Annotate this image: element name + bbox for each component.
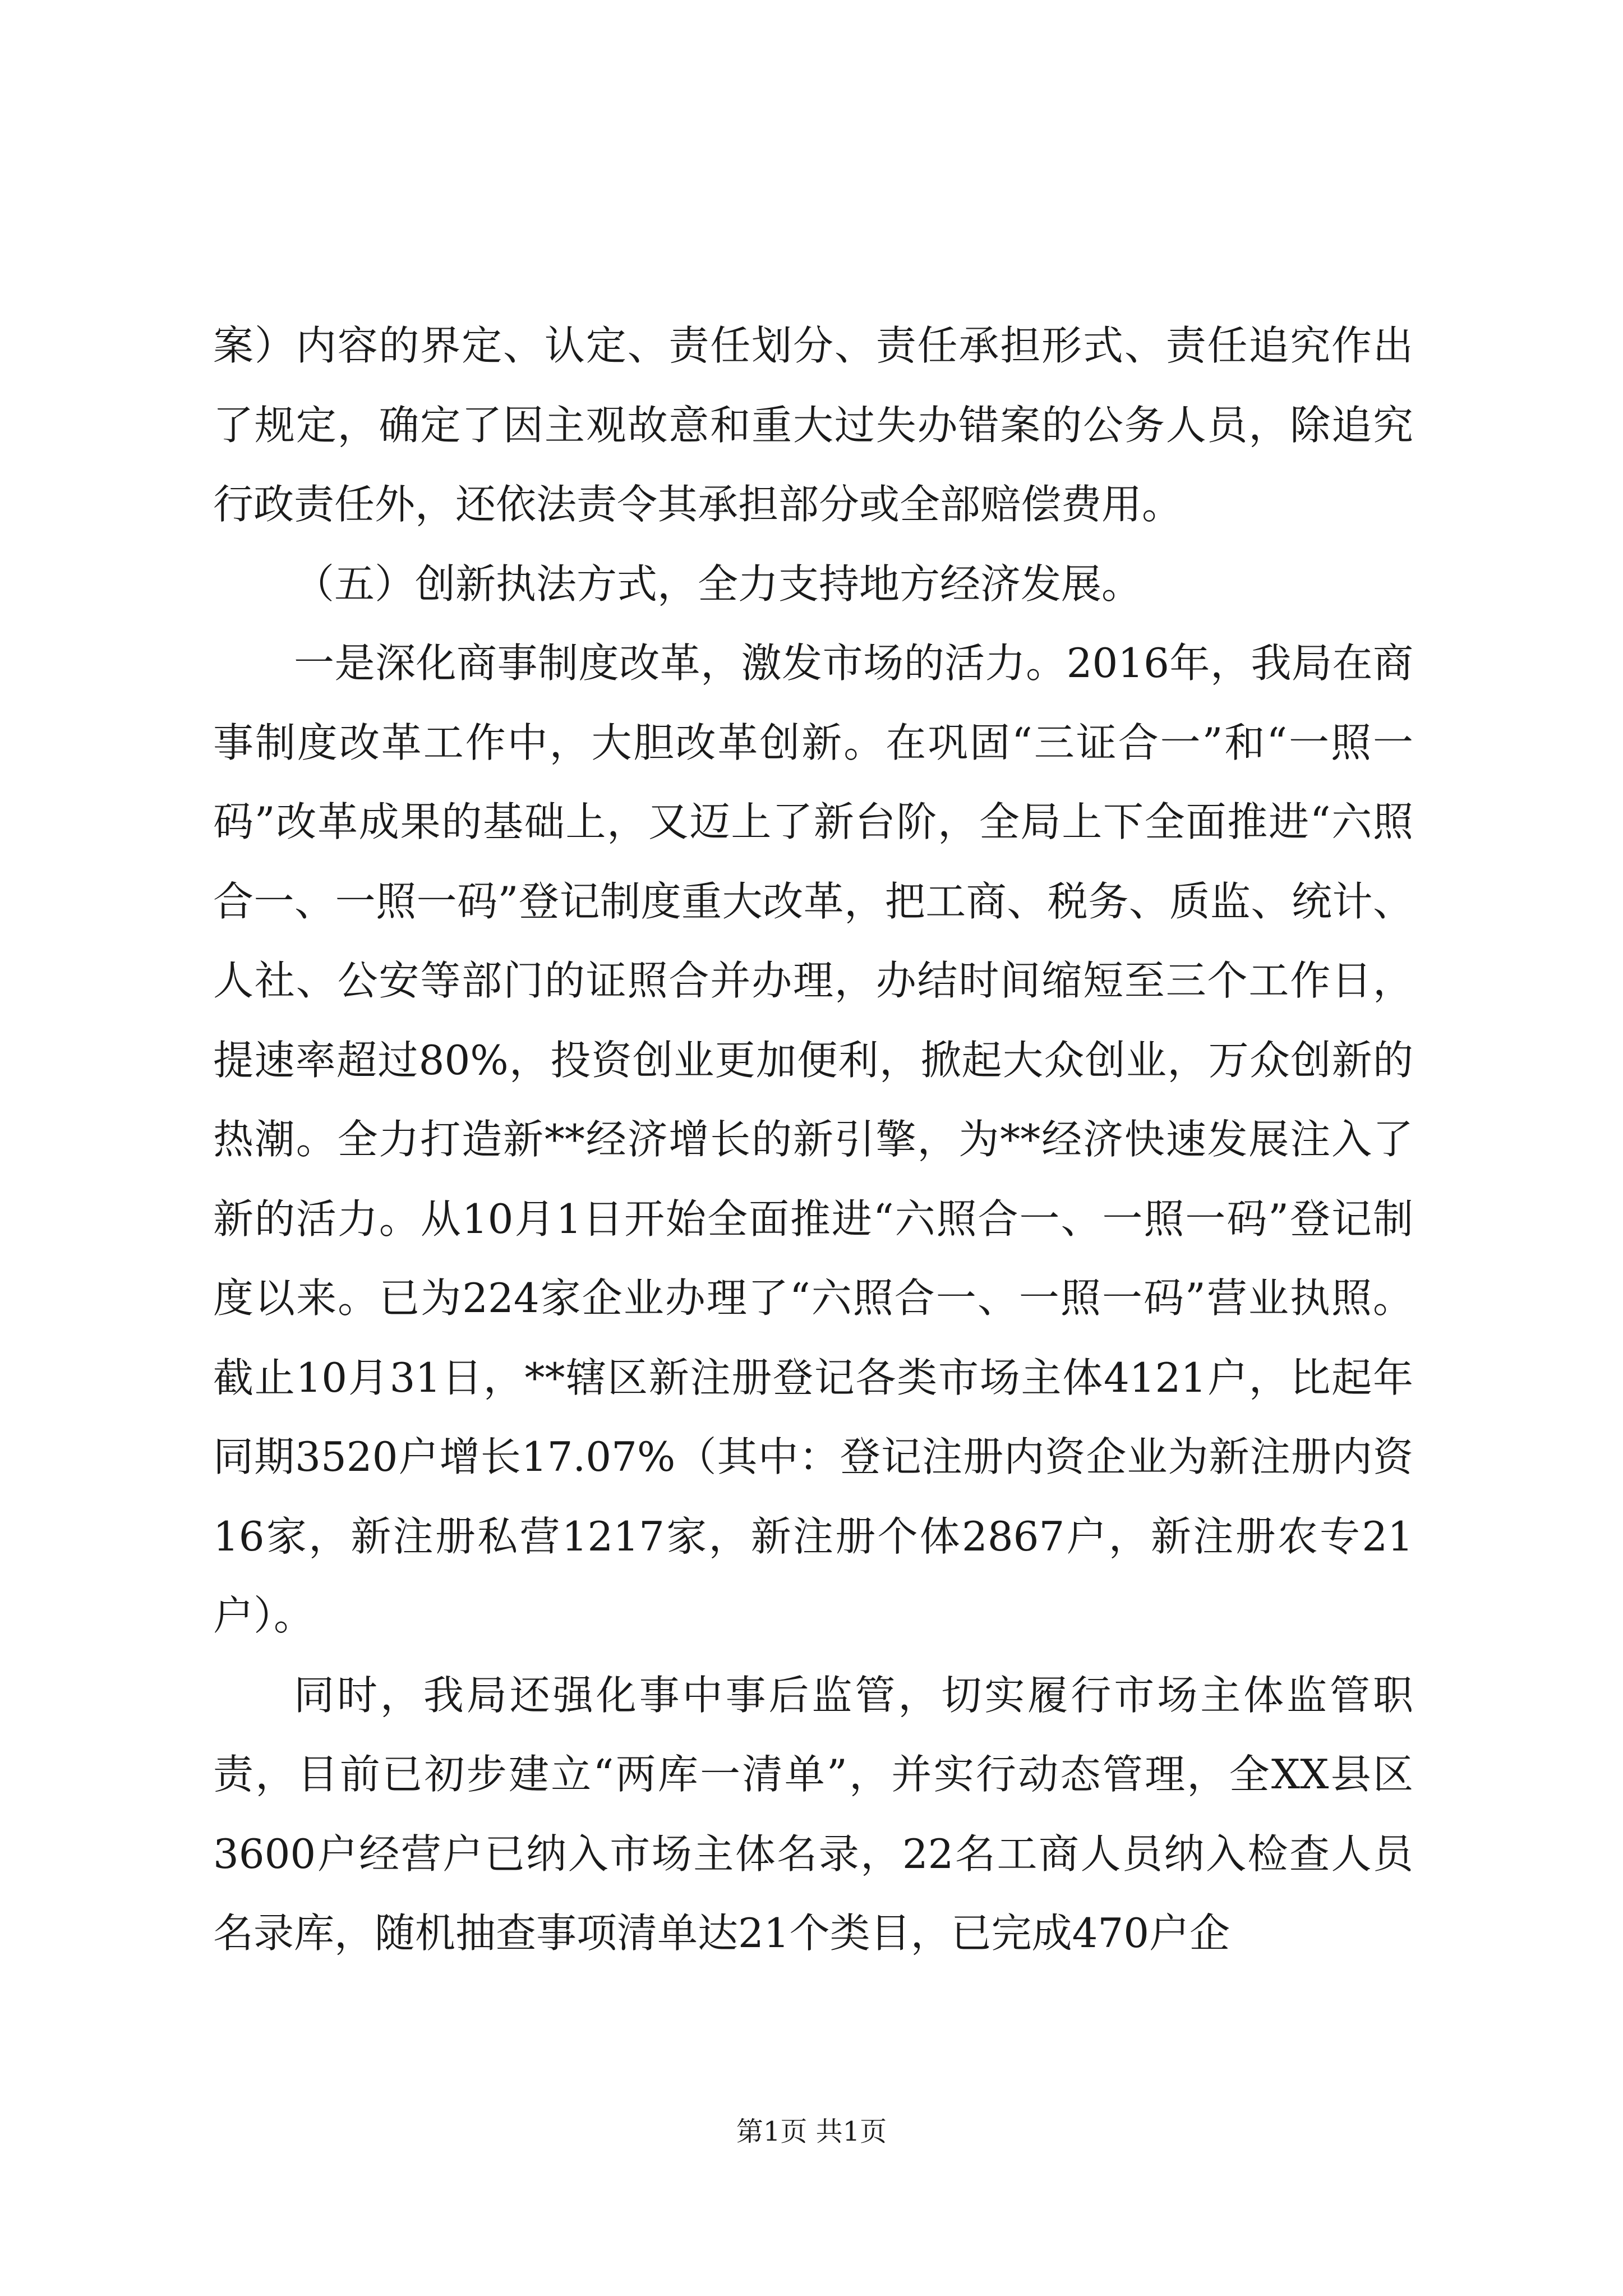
paragraph-1: 案）内容的界定、认定、责任划分、责任承担形式、责任追究作出了规定，确定了因主观故意和重大过失办错案的公务人员，除追究行政责任外，还依法责令其承担部分或全部赔偿费用。 <box>213 322 1413 528</box>
section-heading-5: （五）创新执法方式，全力支持地方经济发展。 <box>294 560 1142 608</box>
paragraph-4: 同时，我局还强化事中事后监管，切实履行市场主体监管职责，目前已初步建立“两库一清单”，并实行动态管理，全XX县区3600户经营户已纳入市场主体名录，22名工商人员纳入检查人员名录库，随机抽查事项清单达21个类目，已完成470户企 <box>213 1671 1413 1957</box>
document-body <box>213 306 1413 1973</box>
page-footer: 第1页 共1页 <box>736 2116 887 2147</box>
paragraph-3: 一是深化商事制度改革，激发市场的活力。2016年，我局在商事制度改革工作中，大胆改革创新。在巩固“三证合一”和“一照一码”改革成果的基础上，又迈上了新台阶，全局上下全面推进“六照合一、一照一码”登记制度重大改革，把工商、税务、质监、统计、人社、公安等部门的证照合并办理，办结时间缩短至三个工作日，提速率超过80%，投资创业更加便利，掀起大众创业，万众创新的热潮。全力打造新**经济增长的新引擎，为**经济快速发展注入了新的活力。从10月1日开始全面推进“六照合一、一照一码”登记制度以来。已为224家企业办理了“六照合一、一照一码”营业执照。截止10月31日，**辖区新注册登记各类市场主体4121户，比起年同期3520户增长17.07%（其中：登记注册内资企业为新注册内资16家，新注册私营1217家，新注册个体2867户，新注册农专21户）。 <box>213 639 1413 1639</box>
